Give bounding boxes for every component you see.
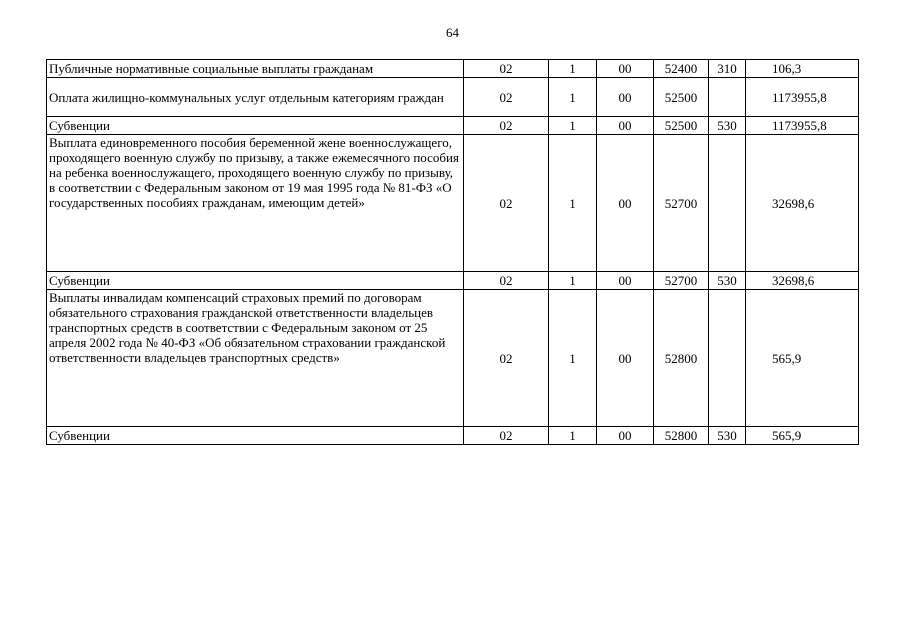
row-name: Публичные нормативные социальные выплаты гражданам [47,60,464,78]
row-code-4: 52500 [654,78,709,117]
table-row [47,290,859,427]
table-row [47,135,859,272]
row-amount: 565,9 [746,290,859,427]
row-code-3: 00 [597,135,654,272]
row-amount: 565,9 [746,427,859,445]
row-code-5 [709,290,746,427]
row-code-2: 1 [549,60,597,78]
row-name: Субвенции [47,117,464,135]
row-name: Субвенции [47,272,464,290]
row-code-1: 02 [464,117,549,135]
row-code-4: 52800 [654,427,709,445]
row-name: Субвенции [47,427,464,445]
row-amount: 1173955,8 [746,117,859,135]
row-code-4: 52800 [654,290,709,427]
row-code-3: 00 [597,427,654,445]
row-code-5 [709,135,746,272]
row-code-3: 00 [597,117,654,135]
row-code-5: 310 [709,60,746,78]
budget-table [46,59,859,445]
row-code-1: 02 [464,427,549,445]
table-row [47,117,859,135]
row-amount: 32698,6 [746,272,859,290]
row-amount: 106,3 [746,60,859,78]
row-code-4: 52500 [654,117,709,135]
table-row [47,60,859,78]
page-number: 64 [446,25,459,40]
table-row [47,78,859,117]
row-code-5 [709,78,746,117]
row-amount: 1173955,8 [746,78,859,117]
row-code-3: 00 [597,78,654,117]
row-code-1: 02 [464,135,549,272]
row-name: Выплаты инвалидам компенсаций страховых премий по договорам обязательного страхования гражданской ответственности владельцев транспортных средств в соответствии с Федеральным законом от 25 апреля 2002 года № 40-ФЗ «Об обязательном страховании гражданской ответственности владельцев транспортных средств» [47,290,464,427]
row-code-4: 52400 [654,60,709,78]
table-row [47,272,859,290]
row-code-3: 00 [597,290,654,427]
row-code-4: 52700 [654,272,709,290]
row-code-5: 530 [709,427,746,445]
row-code-4: 52700 [654,135,709,272]
row-code-2: 1 [549,272,597,290]
table-row [47,427,859,445]
row-amount: 32698,6 [746,135,859,272]
row-code-1: 02 [464,290,549,427]
row-code-2: 1 [549,290,597,427]
row-code-2: 1 [549,427,597,445]
row-code-5: 530 [709,272,746,290]
row-code-1: 02 [464,60,549,78]
row-code-5: 530 [709,117,746,135]
row-code-2: 1 [549,78,597,117]
row-code-2: 1 [549,117,597,135]
row-code-2: 1 [549,135,597,272]
row-code-3: 00 [597,60,654,78]
row-name: Выплата единовременного пособия беременной жене военнослужащего, проходящего военную службу по призыву, а также ежемесячного пособия на ребенка военнослужащего, проходящего военную службу по призыву, в соответствии с Федеральным законом от 19 мая 1995 года № 81-ФЗ «О государственных пособиях гражданам, имеющим детей» [47,135,464,272]
row-code-1: 02 [464,272,549,290]
row-code-3: 00 [597,272,654,290]
row-name: Оплата жилищно-коммунальных услуг отдельным категориям граждан [47,78,464,117]
row-code-1: 02 [464,78,549,117]
